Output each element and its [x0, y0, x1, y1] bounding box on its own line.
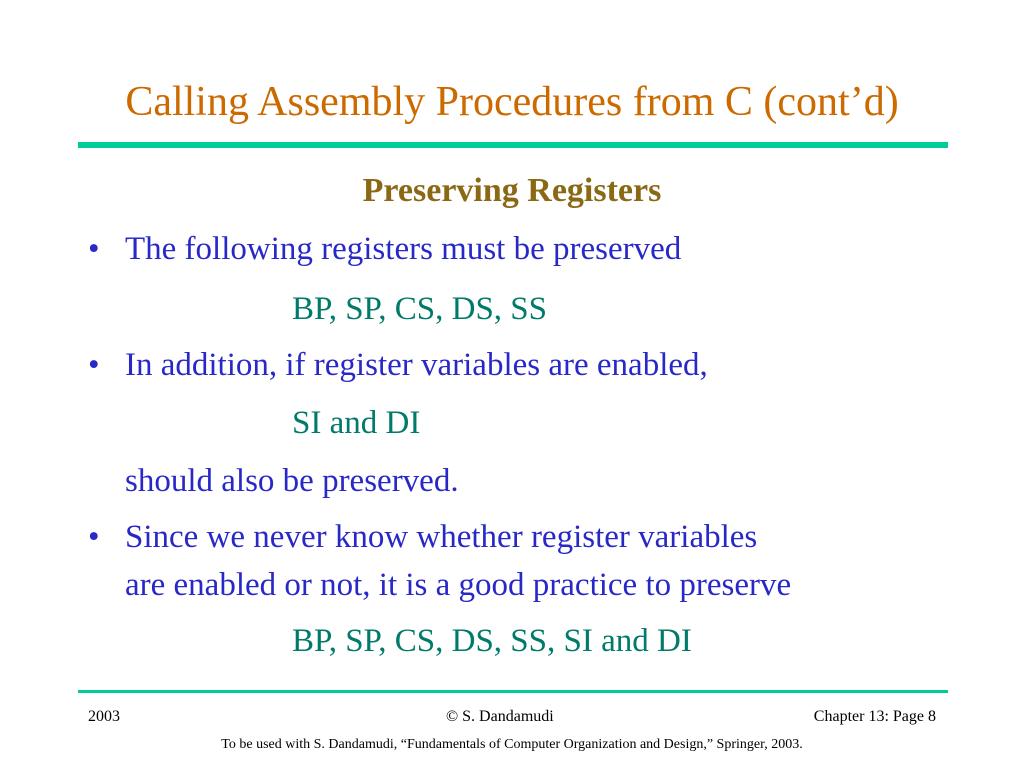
bullet-marker: •: [88, 231, 100, 267]
bullet-1-registers: BP, SP, CS, DS, SS: [292, 291, 548, 327]
bullet-2-continuation: should also be preserved.: [125, 463, 459, 499]
bullet-2-text: In addition, if register variables are enabled,: [125, 347, 708, 383]
footer-year: 2003: [88, 708, 120, 725]
slide-title: Calling Assembly Procedures from C (cont’d): [125, 79, 899, 125]
bullet-3-registers: BP, SP, CS, DS, SS, SI and DI: [292, 623, 692, 659]
footer-author: © S. Dandamudi: [446, 708, 554, 725]
footer-citation: To be used with S. Dandamudi, “Fundamentals of Computer Organization and Design,” Springer, 2003.: [221, 737, 803, 752]
bullet-marker: •: [88, 519, 100, 555]
bullet-3-text-line-1: Since we never know whether register variables: [125, 519, 758, 555]
bullet-2-registers: SI and DI: [292, 405, 421, 441]
footer-divider: [78, 690, 948, 693]
bullet-3-text-line-2: are enabled or not, it is a good practice to preserve: [125, 567, 792, 603]
bullet-marker: •: [88, 347, 100, 383]
bullet-1-text: The following registers must be preserved: [125, 231, 682, 267]
footer-page-number: Chapter 13: Page 8: [813, 708, 936, 725]
section-heading: Preserving Registers: [362, 172, 662, 209]
title-divider: [78, 142, 948, 148]
